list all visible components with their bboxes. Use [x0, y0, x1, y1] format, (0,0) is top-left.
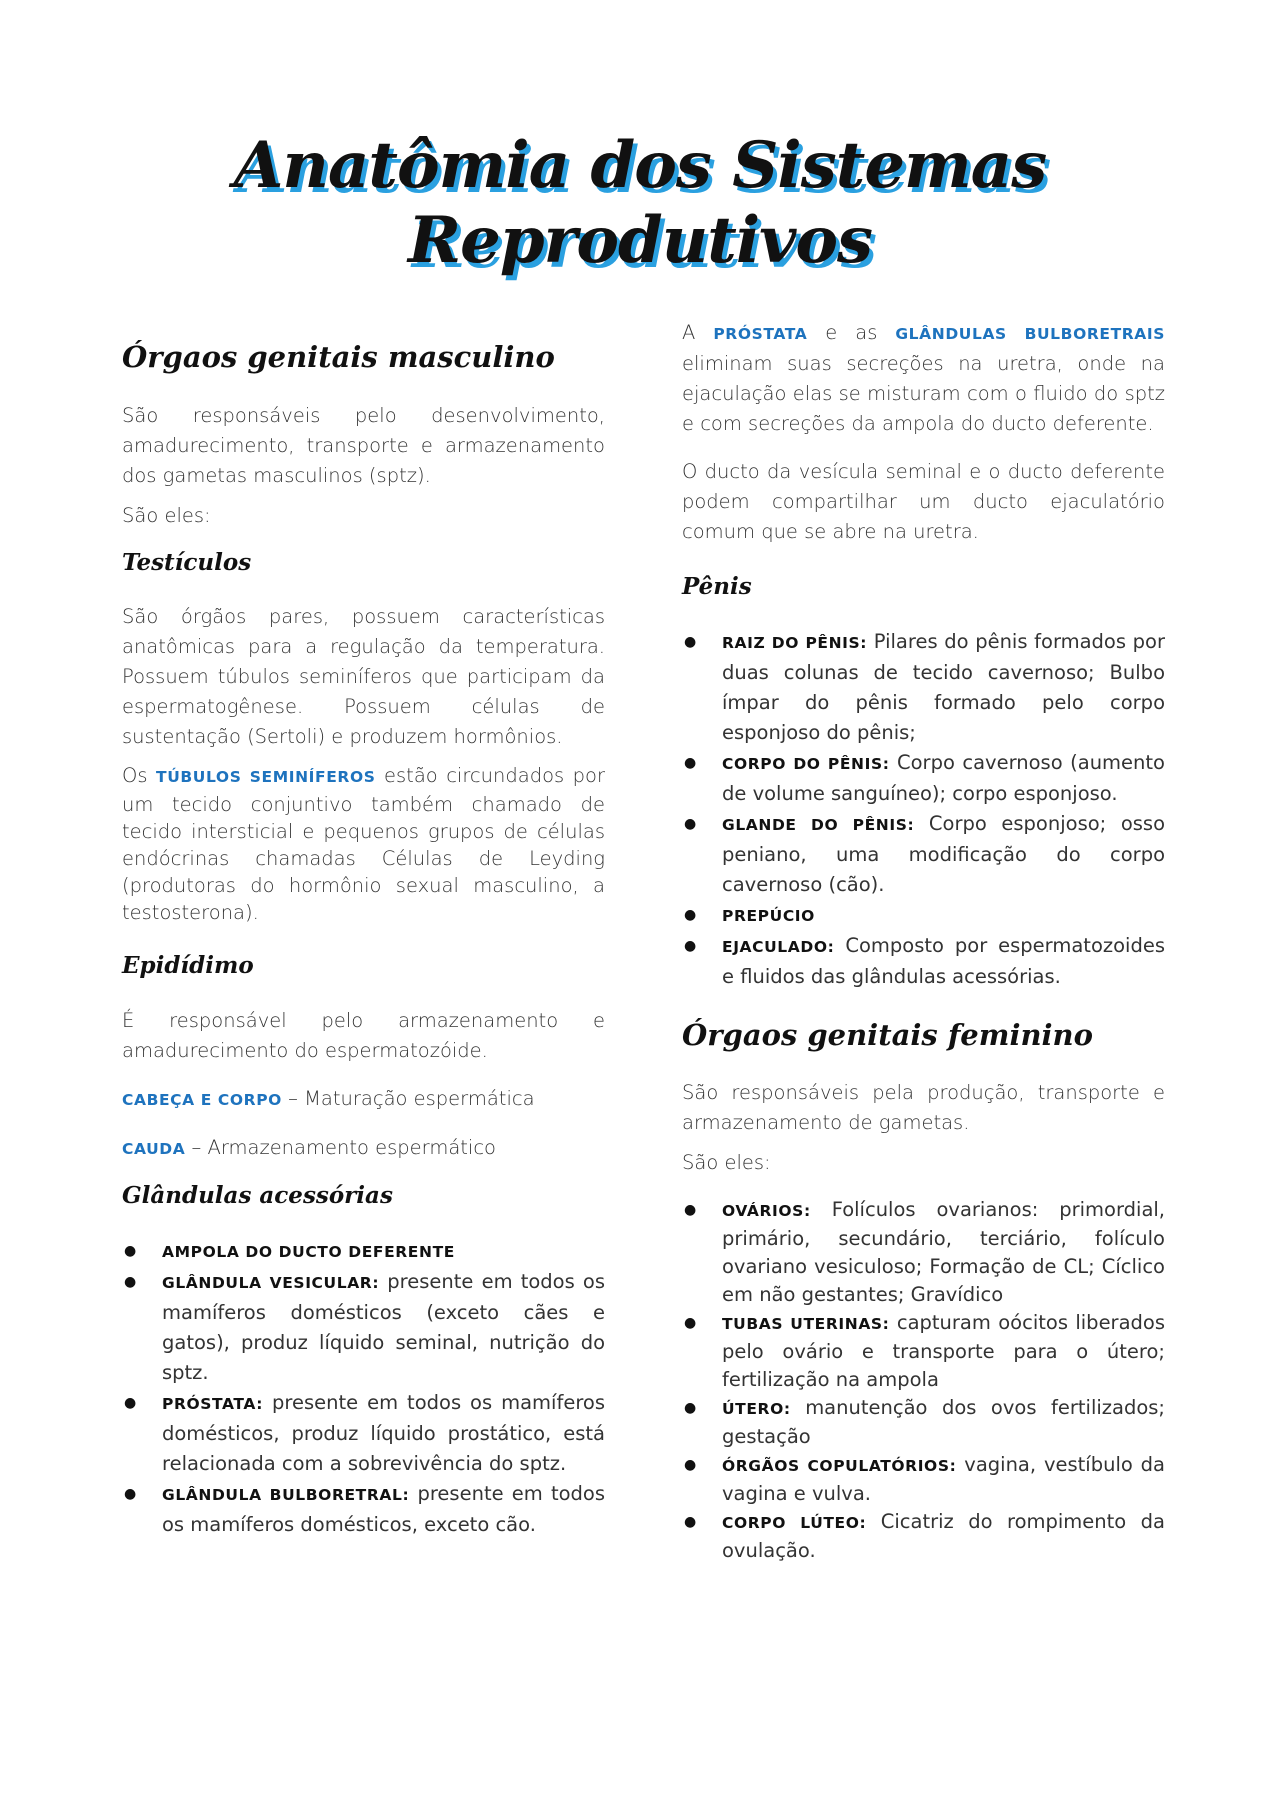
- list-item-keyword: GLÂNDULA BULBORETRAL:: [162, 1485, 410, 1504]
- fem-intro-paragraph: São responsáveis pela produção, transporte e armazenamento de gametas.: [682, 1081, 1165, 1135]
- cabeca-corpo-text: – Maturação espermática: [288, 1086, 535, 1110]
- list-item: [682, 1508, 1165, 1565]
- bulboretrais-keyword: GLÂNDULAS BULBORETRAIS: [895, 325, 1166, 343]
- bullet-icon: ●: [684, 815, 697, 832]
- list-item-keyword: CORPO DO PÊNIS:: [722, 754, 890, 773]
- tubulos-prefix: Os: [122, 764, 148, 788]
- list-item-keyword: GLÂNDULA VESICULAR:: [162, 1273, 380, 1292]
- bullet-icon: ●: [684, 906, 697, 923]
- left-column: [122, 340, 605, 1540]
- list-item-keyword: ÚTERO:: [722, 1400, 791, 1419]
- list-item: [122, 1236, 605, 1267]
- list-item-text: presente em todos os mamíferos domésticos, produz líquido prostático, está relacionada com a sobrevivência do sptz.: [162, 1390, 605, 1475]
- list-item-text: vagina, vestíbulo da vagina e vulva.: [722, 1453, 1165, 1506]
- bullet-icon: ●: [684, 1514, 697, 1531]
- cauda-keyword: CAUDA: [122, 1139, 186, 1158]
- list-item-keyword: AMPOLA DO DUCTO DEFERENTE: [162, 1242, 455, 1261]
- sao-eles-text-fem: São eles:: [682, 1151, 771, 1175]
- list-item-keyword: TUBAS UTERINAS:: [722, 1315, 890, 1334]
- prostata-e-as: e as: [825, 321, 878, 344]
- list-item: [122, 1479, 605, 1540]
- list-item-keyword: EJACULADO:: [722, 937, 835, 956]
- list-item-keyword: OVÁRIOS:: [722, 1202, 811, 1221]
- list-item: [682, 1394, 1165, 1451]
- tubulos-rest: estão circundados por um tecido conjuntivo também chamado de tecido intersticial e pequenos grupos de células endócrinas chamadas Células de Leyding (produtoras do hormônio sexual masculino, a testosterona).: [122, 764, 606, 925]
- bullet-icon: ●: [124, 1242, 137, 1259]
- page-title: Anatômia dos Sistemas Reprodutivos: [233, 128, 1047, 278]
- list-item-text: presente em todos os mamíferos domésticos, exceto cão.: [162, 1481, 606, 1536]
- list-item-text: Corpo cavernoso (aumento de volume sanguíneo); corpo esponjoso.: [722, 750, 1165, 805]
- prostata-rest: eliminam suas secreções na uretra, onde na ejaculação elas se misturam com o fluido do sptz e com secreções da ampola do ducto deferente.: [682, 352, 1165, 435]
- list-item-text: Folículos ovarianos: primordial, primário, secundário, terciário, folículo ovariano vesiculoso; Formação de CL; Cíclico em não gestantes; Gravídico: [722, 1198, 1166, 1307]
- list-item-keyword: ÓRGÃOS COPULATÓRIOS:: [722, 1457, 957, 1476]
- epididimo-paragraph: É responsável pelo armazenamento e amadurecimento do espermatozóide.: [122, 1008, 605, 1062]
- list-item: [122, 1388, 605, 1479]
- tubulos-paragraph: [122, 762, 605, 926]
- list-item-keyword: CORPO LÚTEO:: [722, 1514, 867, 1533]
- bullet-icon: ●: [684, 1400, 697, 1417]
- list-item-text: manutenção dos ovos fertilizados; gestação: [722, 1396, 1166, 1449]
- list-item: [682, 900, 1165, 931]
- masc-intro-paragraph: São responsáveis pelo desenvolvimento, amadurecimento, transporte e armazenamento dos gametas masculinos (sptz).: [122, 403, 605, 487]
- list-item: [682, 1196, 1165, 1309]
- list-item: [682, 809, 1165, 900]
- list-item: [682, 1309, 1165, 1394]
- prostata-keyword: PRÓSTATA: [713, 325, 808, 343]
- list-item-text: Pilares do pênis formados por duas colunas de tecido cavernoso; Bulbo ímpar do pênis formado pelo corpo esponjoso do pênis;: [722, 629, 1165, 744]
- heading-orgaos-masculino: Órgaos genitais masculino: [122, 340, 555, 374]
- bullet-icon: ●: [124, 1485, 137, 1502]
- bullet-icon: ●: [684, 937, 697, 954]
- bullet-icon: ●: [684, 1457, 697, 1474]
- tubulos-keyword: TÚBULOS SEMINÍFEROS: [156, 768, 376, 787]
- prostata-paragraph: [682, 318, 1165, 439]
- bullet-icon: ●: [124, 1394, 137, 1411]
- bullet-icon: ●: [684, 1202, 697, 1219]
- fem-list: [682, 1196, 1165, 1565]
- bullet-icon: ●: [684, 633, 697, 650]
- list-item-text: Composto por espermatozoides e fluidos das glândulas acessórias.: [722, 933, 1165, 988]
- cabeca-corpo-line: [122, 1084, 605, 1115]
- heading-testiculos: Testículos: [122, 548, 252, 576]
- cabeca-corpo-keyword: CABEÇA E CORPO: [122, 1090, 282, 1109]
- list-item-text: Corpo esponjoso; osso peniano, uma modificação do corpo cavernoso (cão).: [722, 811, 1166, 896]
- sao-eles-text: São eles:: [122, 503, 211, 527]
- cauda-line: [122, 1133, 605, 1164]
- heading-glandulas-acessorias: Glândulas acessórias: [122, 1181, 393, 1209]
- bullet-icon: ●: [684, 754, 697, 771]
- list-item: [682, 627, 1165, 748]
- list-item-text: presente em todos os mamíferos domésticos (exceto cães e gatos), produz líquido seminal, nutrição do sptz.: [162, 1269, 606, 1384]
- list-item: [682, 748, 1165, 809]
- list-item: [122, 1267, 605, 1388]
- list-item-keyword: GLANDE DO PÊNIS:: [722, 815, 915, 834]
- penis-list: [682, 627, 1165, 992]
- heading-orgaos-feminino: Órgaos genitais feminino: [682, 1017, 1093, 1052]
- list-item-keyword: PREPÚCIO: [722, 906, 815, 925]
- list-item-keyword: PRÓSTATA:: [162, 1394, 264, 1413]
- list-item-text: Cicatriz do rompimento da ovulação.: [722, 1510, 1165, 1563]
- bullet-icon: ●: [124, 1273, 137, 1290]
- heading-penis: Pênis: [682, 573, 752, 600]
- list-item-text: capturam oócitos liberados pelo ovário e transporte para o útero; fertilização na ampola: [722, 1311, 1165, 1392]
- glandulas-list: [122, 1236, 605, 1540]
- list-item: [682, 931, 1165, 992]
- right-column: [682, 318, 1165, 1565]
- testiculos-paragraph: São órgãos pares, possuem características anatômicas para a regulação da temperatura. Possuem túbulos seminíferos que participam da espermatogênese. Possuem células de sustentação (Sertoli) e produzem hormônios.: [122, 605, 605, 749]
- bullet-icon: ●: [684, 1315, 697, 1332]
- list-item: [682, 1451, 1165, 1508]
- prostata-a: A: [682, 321, 696, 344]
- list-item-keyword: RAIZ DO PÊNIS:: [722, 633, 868, 652]
- ducto-paragraph: O ducto da vesícula seminal e o ducto deferente podem compartilhar um ducto ejaculatório comum que se abre na uretra.: [682, 460, 1165, 543]
- cauda-text: – Armazenamento espermático: [191, 1135, 496, 1159]
- heading-epididimo: Epidídimo: [122, 952, 254, 980]
